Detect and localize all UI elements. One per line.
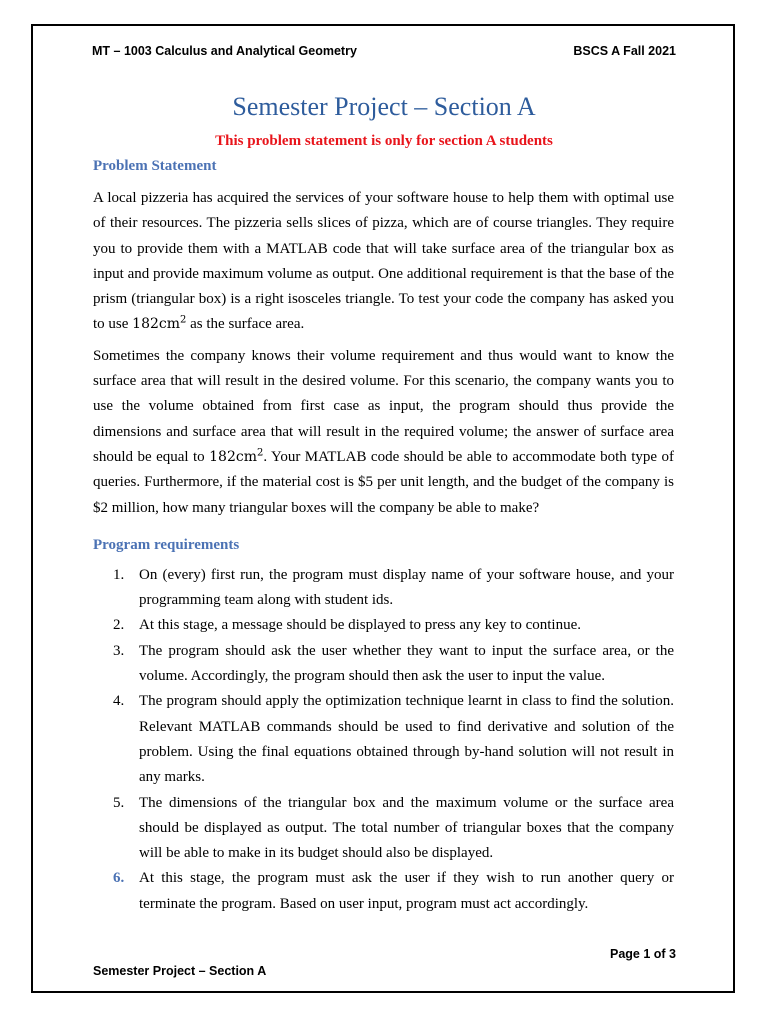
list-item <box>93 791 674 867</box>
expected-area-exponent: 2 <box>256 447 264 459</box>
list-item-text: The dimensions of the triangular box and the maximum volume or the surface area should be displayed as output. The total number of triangular boxes that the company will be able to make in its budget should also be displayed. <box>139 794 674 862</box>
problem-p2-text: Sometimes the company knows their volume requirement and thus would want to know the surface area that will result in the desired volume. For this scenario, the company wants you to use the volume obtained from first case as input, the program should thus provide the dimensions and surface area that will result in the required volume; the answer of surface area should be equal to <box>93 347 674 465</box>
list-item <box>93 689 674 790</box>
surface-area-value <box>132 316 186 332</box>
surface-area-number: 182cm <box>132 316 181 333</box>
list-item-text: At this stage, the program must ask the user if they wish to run another query or terminate the program. Based on user input, program must act accordingly. <box>139 870 674 912</box>
list-item-text: At this stage, a message should be displayed to press any key to continue. <box>139 617 581 634</box>
program-requirements-heading: Program requirements <box>93 536 240 553</box>
page-number: Page 1 of 3 <box>610 947 676 961</box>
list-item <box>93 639 674 690</box>
list-item <box>93 866 674 917</box>
list-item-number: 3. <box>113 642 125 659</box>
expected-area-value <box>209 449 263 465</box>
document-body <box>93 156 674 917</box>
footer-title: Semester Project – Section A <box>93 964 267 978</box>
page-header <box>92 44 676 58</box>
list-item-number: 1. <box>113 566 125 583</box>
document-title: Semester Project – Section A <box>232 92 536 121</box>
document-subtitle: This problem statement is only for section A students <box>215 133 553 149</box>
surface-area-exponent: 2 <box>180 314 187 326</box>
term-label: BSCS A Fall 2021 <box>573 44 676 58</box>
list-item-number: 2. <box>113 617 125 634</box>
list-item-number: 5. <box>113 794 125 811</box>
problem-statement-heading: Problem Statement <box>93 158 217 174</box>
problem-paragraph-2 <box>93 344 674 521</box>
course-title: MT – 1003 Calculus and Analytical Geometry <box>92 44 357 58</box>
problem-p1-text: A local pizzeria has acquired the services of your software house to help them with optimal use of their resources. The pizzeria sells slices of pizza, which are of course triangles. They require you to provide them with a MATLAB code that will take surface area of the triangular box as input and provide maximum volume as output. One additional requirement is that the base of the prism (triangular box) is a right isosceles triangle. To test your code the company has asked you to use <box>93 190 674 333</box>
problem-p1-tail: as the surface area. <box>186 316 305 333</box>
list-item-number: 4. <box>113 693 125 710</box>
expected-area-number: 182cm <box>209 448 257 465</box>
list-item-text: On (every) first run, the program must display name of your software house, and your programming team along with student ids. <box>139 566 674 609</box>
problem-paragraph-1 <box>93 186 674 338</box>
problem-p2-tail: . Your MATLAB code should be able to accommodate both type of queries. Furthermore, if the material cost is $5 per unit length, and the budget of the company is $2 million, how many triangular boxes will the company be able to make? <box>93 448 674 516</box>
list-item-number: 6. <box>113 870 125 887</box>
requirements-list <box>93 563 674 917</box>
list-item <box>93 563 674 614</box>
list-item <box>93 613 674 638</box>
list-item-text: The program should ask the user whether they want to input the surface area, or the volume. Accordingly, the program should then ask the user to input the value. <box>139 642 674 685</box>
list-item-text: The program should apply the optimization technique learnt in class to find the solution. Relevant MATLAB commands should be used to find derivative and solution of the problem. Using the final equations obtained through by-hand solution will not result in any marks. <box>139 693 674 786</box>
